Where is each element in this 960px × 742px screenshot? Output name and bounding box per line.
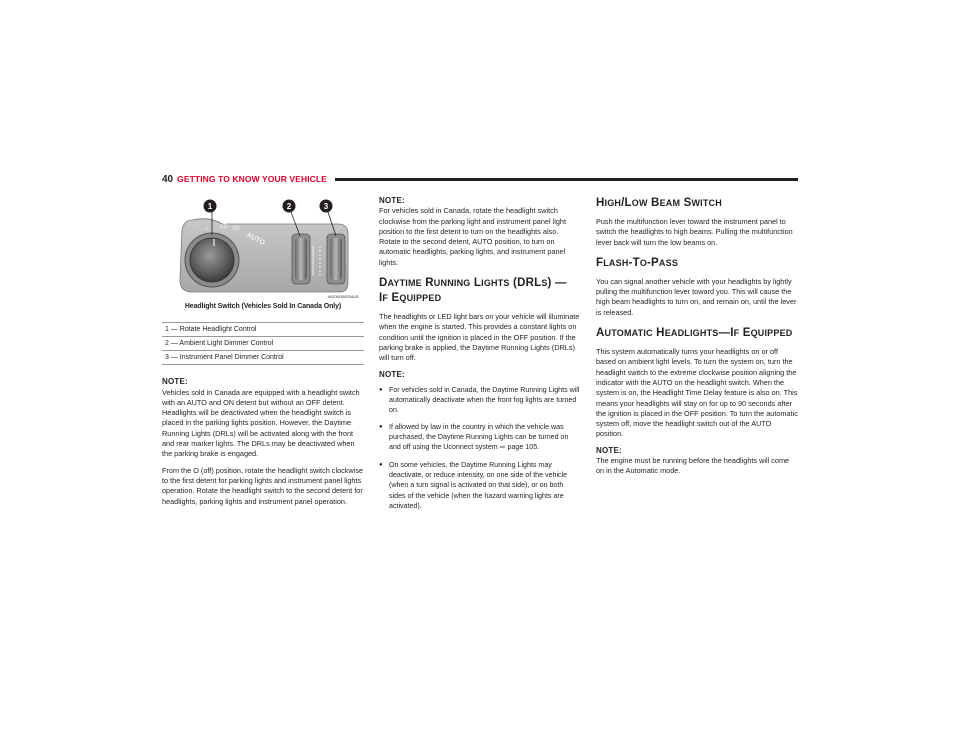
note-label: NOTE:: [162, 377, 188, 387]
image-code: A0216000254US: [328, 294, 359, 299]
note-text: The engine must be running before the headlights will come on in the Automatic mode.: [596, 456, 790, 476]
svg-text:☼: ☼: [204, 226, 210, 232]
callout-1: 1: [207, 202, 213, 211]
callout-2: 2: [286, 202, 292, 211]
heading-automatic-headlights: AUTOMATIC HEADLIGHTS—IF EQUIPPED: [596, 327, 793, 340]
note-text: For vehicles sold in Canada, rotate the headlight switch clockwise from the parking light and instrument panel light position to the first detent to turn on the headlights also. Rotate to the second detent, AUTO position, to turn on automatic headlights, parking lights, and instrument panel lights.: [379, 206, 566, 267]
page-number: 40: [162, 173, 174, 185]
svg-text:≡D: ≡D: [232, 226, 240, 232]
figure-legend: [162, 322, 364, 365]
legend-item: 2 — Ambient Light Dimmer Control: [162, 337, 364, 351]
heading-high-low-beam: HIGH/LOW BEAM SWITCH: [596, 197, 722, 209]
body-paragraph: You can signal another vehicle with your headlights by lightly pulling the multifunction lever toward you. This will cause the high beam headlights to turn on, and remain on, until the lever is released.: [596, 276, 797, 317]
section-title: GETTING TO KNOW YOUR VEHICLE: [177, 174, 327, 184]
list-item: ● If allowed by law in the country in which the vehicle was purchased, the Daytime Running Lights can be turned on and off using the Uconnect system ⇨ page 105.: [379, 422, 581, 454]
page-ref-link[interactable]: page 105.: [507, 443, 540, 452]
column-1: [162, 190, 364, 513]
note-bullet-list: [379, 385, 581, 511]
column-2: [379, 196, 581, 517]
body-paragraph: Push the multifunction lever toward the instrument panel to switch the headlights to high beams. Pulling the multifunction lever back will turn the low beams on.: [596, 217, 793, 247]
list-item: ● On some vehicles, the Daytime Running Lights may deactivate, or reduce intensity, on one side of the vehicle (when a turn signal is activated on that side), or on both sides of the vehicle (when the hazard warning lights are activated).: [379, 460, 581, 511]
column-3: [596, 190, 798, 483]
svg-text:AUTO: AUTO: [245, 231, 266, 248]
headlight-switch-illustration: [162, 190, 364, 300]
svg-text:≡D: ≡D: [220, 224, 228, 230]
note-label: NOTE:: [596, 445, 622, 455]
list-item: ● For vehicles sold in Canada, the Daytime Running Lights will automatically deactivate when the front fog lights are turned on.: [379, 385, 581, 416]
body-paragraph: This system automatically turns your headlights on or off based on ambient light levels. To turn the system on, turn the headlight switch to the extreme clockwise position aligning the indicator with the AUTO on the headlight switch. When the system is on, the Headlight Time Delay feature is also on. This means your headlights will stay on for up to 90 seconds after the ignition is placed in the OFF position. To turn the automatic system off, move the headlight switch out of the AUTO position.: [596, 347, 798, 439]
legend-item: 3 — Instrument Panel Dimmer Control: [162, 351, 364, 365]
legend-item: 1 — Rotate Headlight Control: [162, 323, 364, 337]
heading-flash-to-pass: FLASH-TO-PASS: [596, 256, 679, 269]
header-rule: [335, 178, 798, 181]
page-header: [162, 172, 798, 186]
note-text: Vehicles sold in Canada are equipped with a headlight switch with an AUTO and ON detent but without an OFF detent. Headlights will be deactivated when the headlight switch is placed in the parking lights position. However, the Daytime Running Lights (DRLs) will be activated along with the front and rear marker lights. The DRLs may be deactivated when the parking brake is engaged.: [162, 387, 360, 459]
body-paragraph: From the O (off) position, rotate the headlight switch clockwise to the first detent for parking lights and instrument panel lights operation. Rotate the headlight switch to the second detent for headlights, parking lights and instrument panel operation.: [162, 465, 364, 506]
body-paragraph: The headlights or LED light bars on your vehicle will illuminate when the engine is started. This provides a constant lights on condition until the ignition is placed in the OFF position. If the parking brake is applied, the Daytime Running Lights (DRLs) will turn off.: [379, 312, 580, 363]
headlight-switch-figure: [162, 190, 364, 300]
page-ref-arrow-icon: ⇨: [499, 444, 506, 452]
heading-drl: DAYTIME RUNNING LIGHTS (DRLS) — IF EQUIPPED: [379, 277, 567, 305]
callout-3: 3: [323, 202, 329, 211]
figure-caption: Headlight Switch (Vehicles Sold In Canada Only): [184, 303, 342, 310]
note-label: NOTE:: [379, 196, 405, 205]
note-label: NOTE:: [379, 369, 405, 379]
